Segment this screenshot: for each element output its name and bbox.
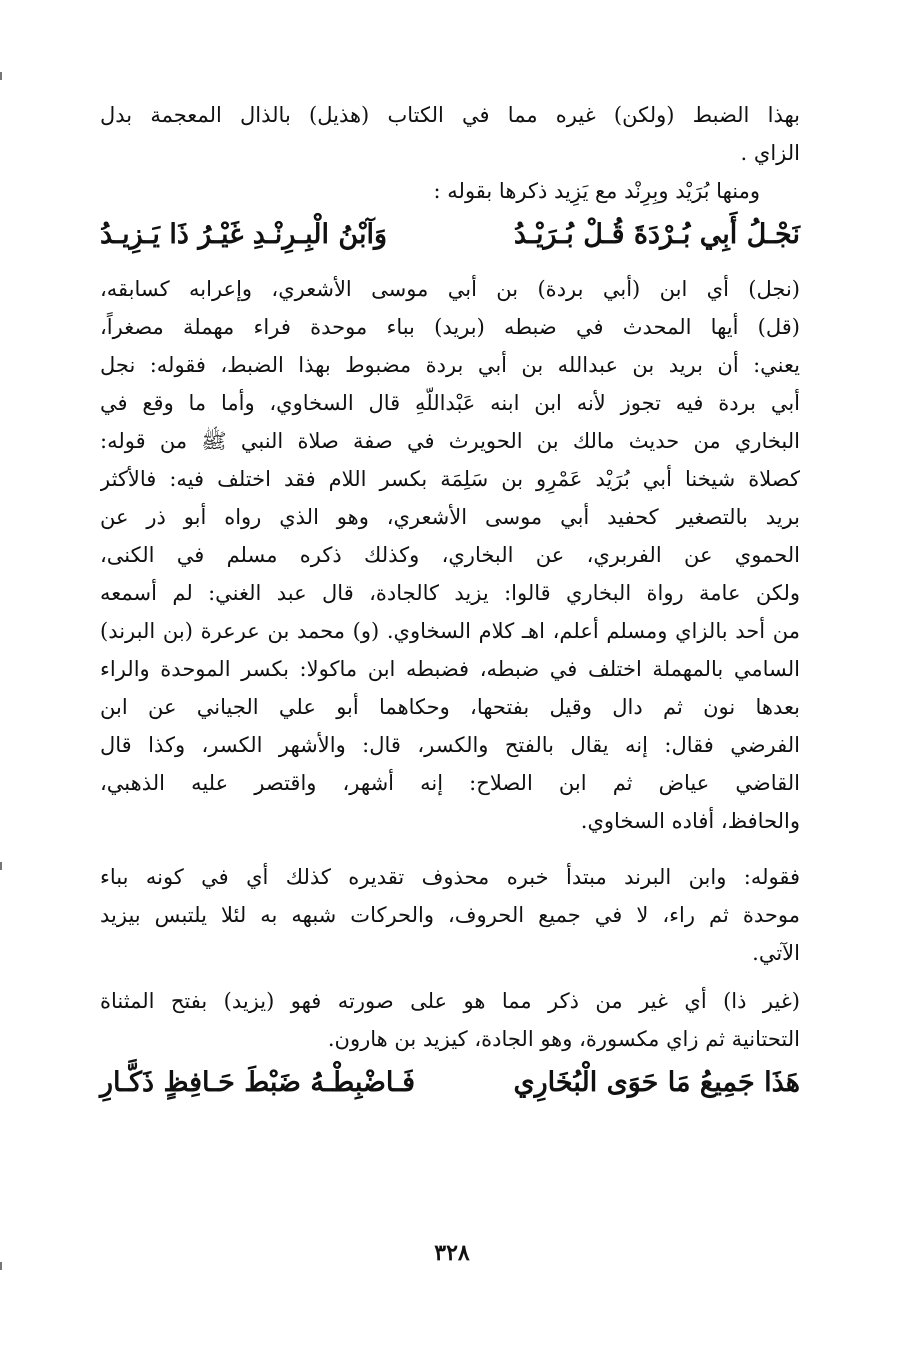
text-line: (نجل) أي ابن (أبي بردة) بن أبي موسى الأشعري، وإعرابه كسابقه،	[100, 277, 800, 301]
text-line: السامي بالمهملة اختلف في ضبطه، فضبطه ابن ماكولا: بكسر الموحدة والراء	[100, 657, 800, 681]
text-line: ولكن عامة رواة البخاري قالوا: يزيد كالجادة، قال عبد الغني: لم أسمعه	[100, 581, 800, 605]
text-line: (قل) أيها المحدث في ضبطه (بريد) بباء موحدة فراء مهملة مصغراً،	[100, 315, 800, 339]
verse-1	[100, 210, 800, 260]
text-line: الحموي عن الفربري، عن البخاري، وكذلك ذكره مسلم في الكنى،	[100, 543, 800, 567]
text-line: ومنها بُرَيْد وبِرِنْد مع يَزِيد ذكرها بقوله :	[433, 179, 760, 203]
text-line: أبي بردة فيه تجوز لأنه ابن ابنه عَبْداللّهِ قال السخاوي، وأما ما وقع في	[100, 391, 800, 415]
text-line: موحدة ثم راء، لا في جميع الحروف، والحركات شبهه به لئلا يلتبس بيزيد	[100, 903, 800, 927]
page-number: ٣٢٨	[434, 1240, 470, 1266]
text-line: القاضي عياض ثم ابن الصلاح: إنه أشهر، واقتصر عليه الذهبي،	[100, 771, 800, 795]
qawluhu-paragraph	[100, 858, 800, 972]
verse-2-first-hemistich: هَذَا جَمِيعُ مَا حَوَى الْبُخَارِي	[513, 1067, 800, 1098]
page-body	[100, 96, 800, 1108]
text-line: الزاي .	[740, 141, 800, 165]
text-line: (غير ذا) أي غير من ذكر مما هو على صورته فهو (يزيد) بفتح المثناة	[100, 989, 800, 1013]
text-line: بهذا الضبط (ولكن) غيره مما في الكتاب (هذيل) بالذال المعجمة بدل	[100, 103, 800, 127]
text-line: الآتي.	[752, 941, 800, 965]
text-line: بعدها نون ثم دال وقيل بفتحها، وحكاهما أبو علي الجياني عن ابن	[100, 695, 800, 719]
intro-paragraph	[100, 96, 800, 172]
text-line: التحتانية ثم زاي مكسورة، وهو الجادة، كيزيد بن هارون.	[327, 1027, 800, 1051]
text-line: فقوله: وابن البرند مبتدأ خبره محذوف تقديره كذلك أي في كونه بباء	[100, 865, 800, 889]
text-line: يعني: أن بريد بن عبدالله بن أبي بردة مضبوط بهذا الضبط، فقوله: نجل	[100, 353, 800, 377]
margin-tick-top	[0, 72, 2, 80]
verse-1-first-hemistich: نَجْـلُ أَبِي بُـرْدَةَ قُـلْ بُـرَيْـدُ	[513, 219, 800, 250]
text-line: والحافظ، أفاده السخاوي.	[580, 809, 800, 833]
text-line: بريد بالتصغير كحفيد أبي موسى الأشعري، وهو الذي رواه أبو ذر عن	[100, 505, 800, 529]
margin-tick-middle	[0, 862, 2, 870]
text-line: من أحد بالزاي ومسلم أعلم، اهـ كلام السخاوي. (و) محمد بن عرعرة (بن البرند)	[100, 619, 800, 643]
verse-2-second-hemistich: فَـاضْبِطْـهُ ضَبْطَ حَـافِظٍ ذَكَّـارِ	[100, 1067, 415, 1098]
intro-line-2	[100, 172, 800, 210]
verse-1-second-hemistich: وَآبْنُ الْبِـرِنْـدِ غَيْـرُ ذَا يَـزِيـدُ	[100, 219, 388, 250]
text-line: البخاري من حديث مالك بن الحويرث في صفة صلاة النبي ﷺ من قوله:	[100, 429, 800, 453]
ghayr-paragraph	[100, 982, 800, 1058]
text-line: كصلاة شيخنا أبي بُرَيْد عَمْرِو بن سَلِمَة بكسر اللام فقد اختلف فيه: فالأكثر	[100, 467, 800, 491]
verse-2	[100, 1058, 800, 1108]
text-line: الفرضي فقال: إنه يقال بالفتح والكسر، قال: والأشهر الكسر، وكذا قال	[100, 733, 800, 757]
commentary-paragraph	[100, 270, 800, 840]
